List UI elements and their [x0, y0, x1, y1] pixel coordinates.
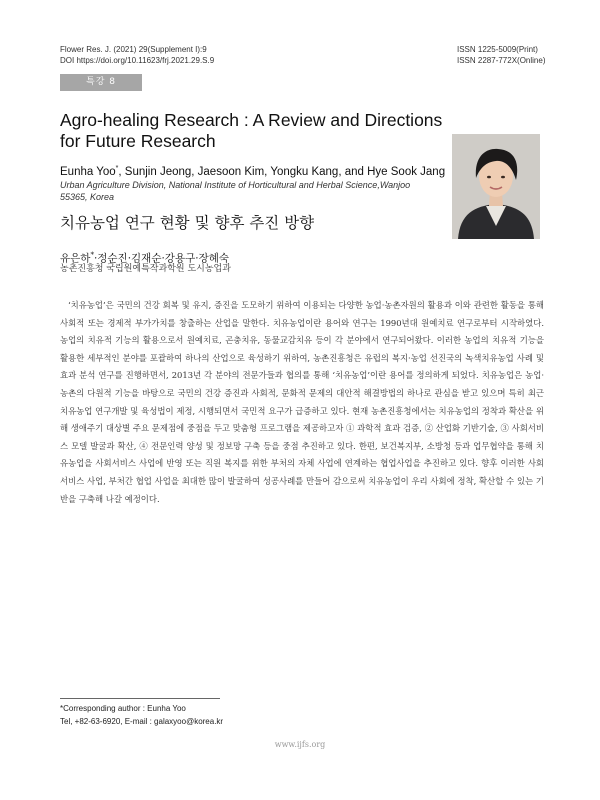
affiliation-ko: 농촌진흥청 국립원예특작과학원 도시농업과 — [60, 264, 231, 274]
journal-citation: Flower Res. J. (2021) 29(Supplement I):9 — [60, 45, 207, 54]
co-authors: , Sunjin Jeong, Jaesoon Kim, Yongku Kang, and Hye Sook Jang — [118, 165, 446, 178]
abstract-body: ‘치유농업’은 국민의 건강 회복 및 유지, 증진을 도모하기 위하여 이용되는 다양한 농업·농촌자원의 활용과 이와 관련한 활동을 통해 사회적 또는 경제적 부가가치를 창출하는 산업을 말한다. 치유농업이란 용어와 연구는 1990년대 원예치료 연구로부터 시작하였다. 농업의 치유적 기능의 활용으로서 원예치료, 곤충치유, 동물교감치유 등이 각 분야에서 연구되어왔다. 이러한 농업의 치유적 기능을 활용한 세부적인 분야를 포괄하여 하나의 산업으로 육성하기 위하여, 농촌진흥청은 유럽의 복지·농업 선진국의 녹색치유농업 사례 및 효과 분석 연구를 진행하면서, 2013년 각 분야의 전문가들과 협의를 통해 ‘치유농업’이란 용어를 정의하게 되었다. 치유농업은 농업·농촌의 다원적 기능을 바탕으로 국민의 건강 증진과 사회적, 문화적 문제의 대안적 해결방법의 하나로 관심을 받고 있으며 특히 최근 치유농업 연구개발 및 육성법이 제정, 시행되면서 국민적 요구가 급증하고 있다. 현재 농촌진흥청에서는 치유농업의 정착과 확산을 위해 생애주기 대상별 주요 문제점에 중점을 두고 맞춤형 프로그램을 제공하고자 ① 과학적 효과 검증, ② 산업화 기반기술, ③ 사회서비스 모델 발굴과 확산, ④ 전문인력 양성 및 정보망 구축 등을 중점 추진하고 있다. 한편, 보건복지부, 소방청 등과 업무협약을 통해 치유농업을 사회서비스 사업에 반영 또는 직원 복지를 위한 부처의 자체 사업에 연계하는 협업사업을 추진하고 있다. 향후 이러한 사회서비스 사업, 부처간 협업 사업을 최대한 많이 발굴하여 성공사례를 만들어 감으로써 치유농업이 우리 사회에 정착, 확산할 수 있는 기반을 구축해 나갈 예정이다. — [60, 300, 544, 504]
footnote — [60, 702, 223, 728]
issn-block — [457, 44, 546, 66]
issn-online: ISSN 2287-772X(Online) — [457, 56, 546, 65]
doi-link[interactable]: DOI https://doi.org/10.11623/frj.2021.29.S.9 — [60, 56, 215, 65]
corresponding-mark-ko: * — [90, 251, 94, 259]
journal-header — [60, 44, 214, 66]
issn-print: ISSN 1225-5009(Print) — [457, 45, 538, 54]
author-portrait-image — [452, 134, 540, 239]
corresponding-author-note: *Corresponding author : Eunha Yoo — [60, 704, 186, 713]
section-badge: 특강 8 — [60, 74, 142, 91]
contact-info: Tel, +82-63-6920, E-mail : galaxyoo@korea.kr — [60, 717, 224, 726]
authors-en — [60, 161, 450, 180]
page-footer-url[interactable]: www.ijfs.org — [274, 740, 326, 749]
affiliation-en: Urban Agriculture Division, National Institute of Horticultural and Herbal Science,Wanjoo 55365, Korea — [60, 180, 411, 202]
footnote-divider — [60, 698, 220, 699]
co-authors-ko: ·정순진·김재순·강용구·장혜숙 — [93, 252, 230, 265]
corresponding-mark: * — [115, 165, 119, 172]
author-photo — [452, 134, 540, 239]
paper-title-ko: 치유농업 연구 현황 및 향후 추진 방향 — [60, 214, 315, 232]
paper-title-en: Agro-healing Research : A Review and Directions for Future Research — [60, 110, 443, 151]
first-author: Eunha Yoo — [60, 165, 116, 178]
first-author-ko: 유은하 — [60, 252, 91, 265]
